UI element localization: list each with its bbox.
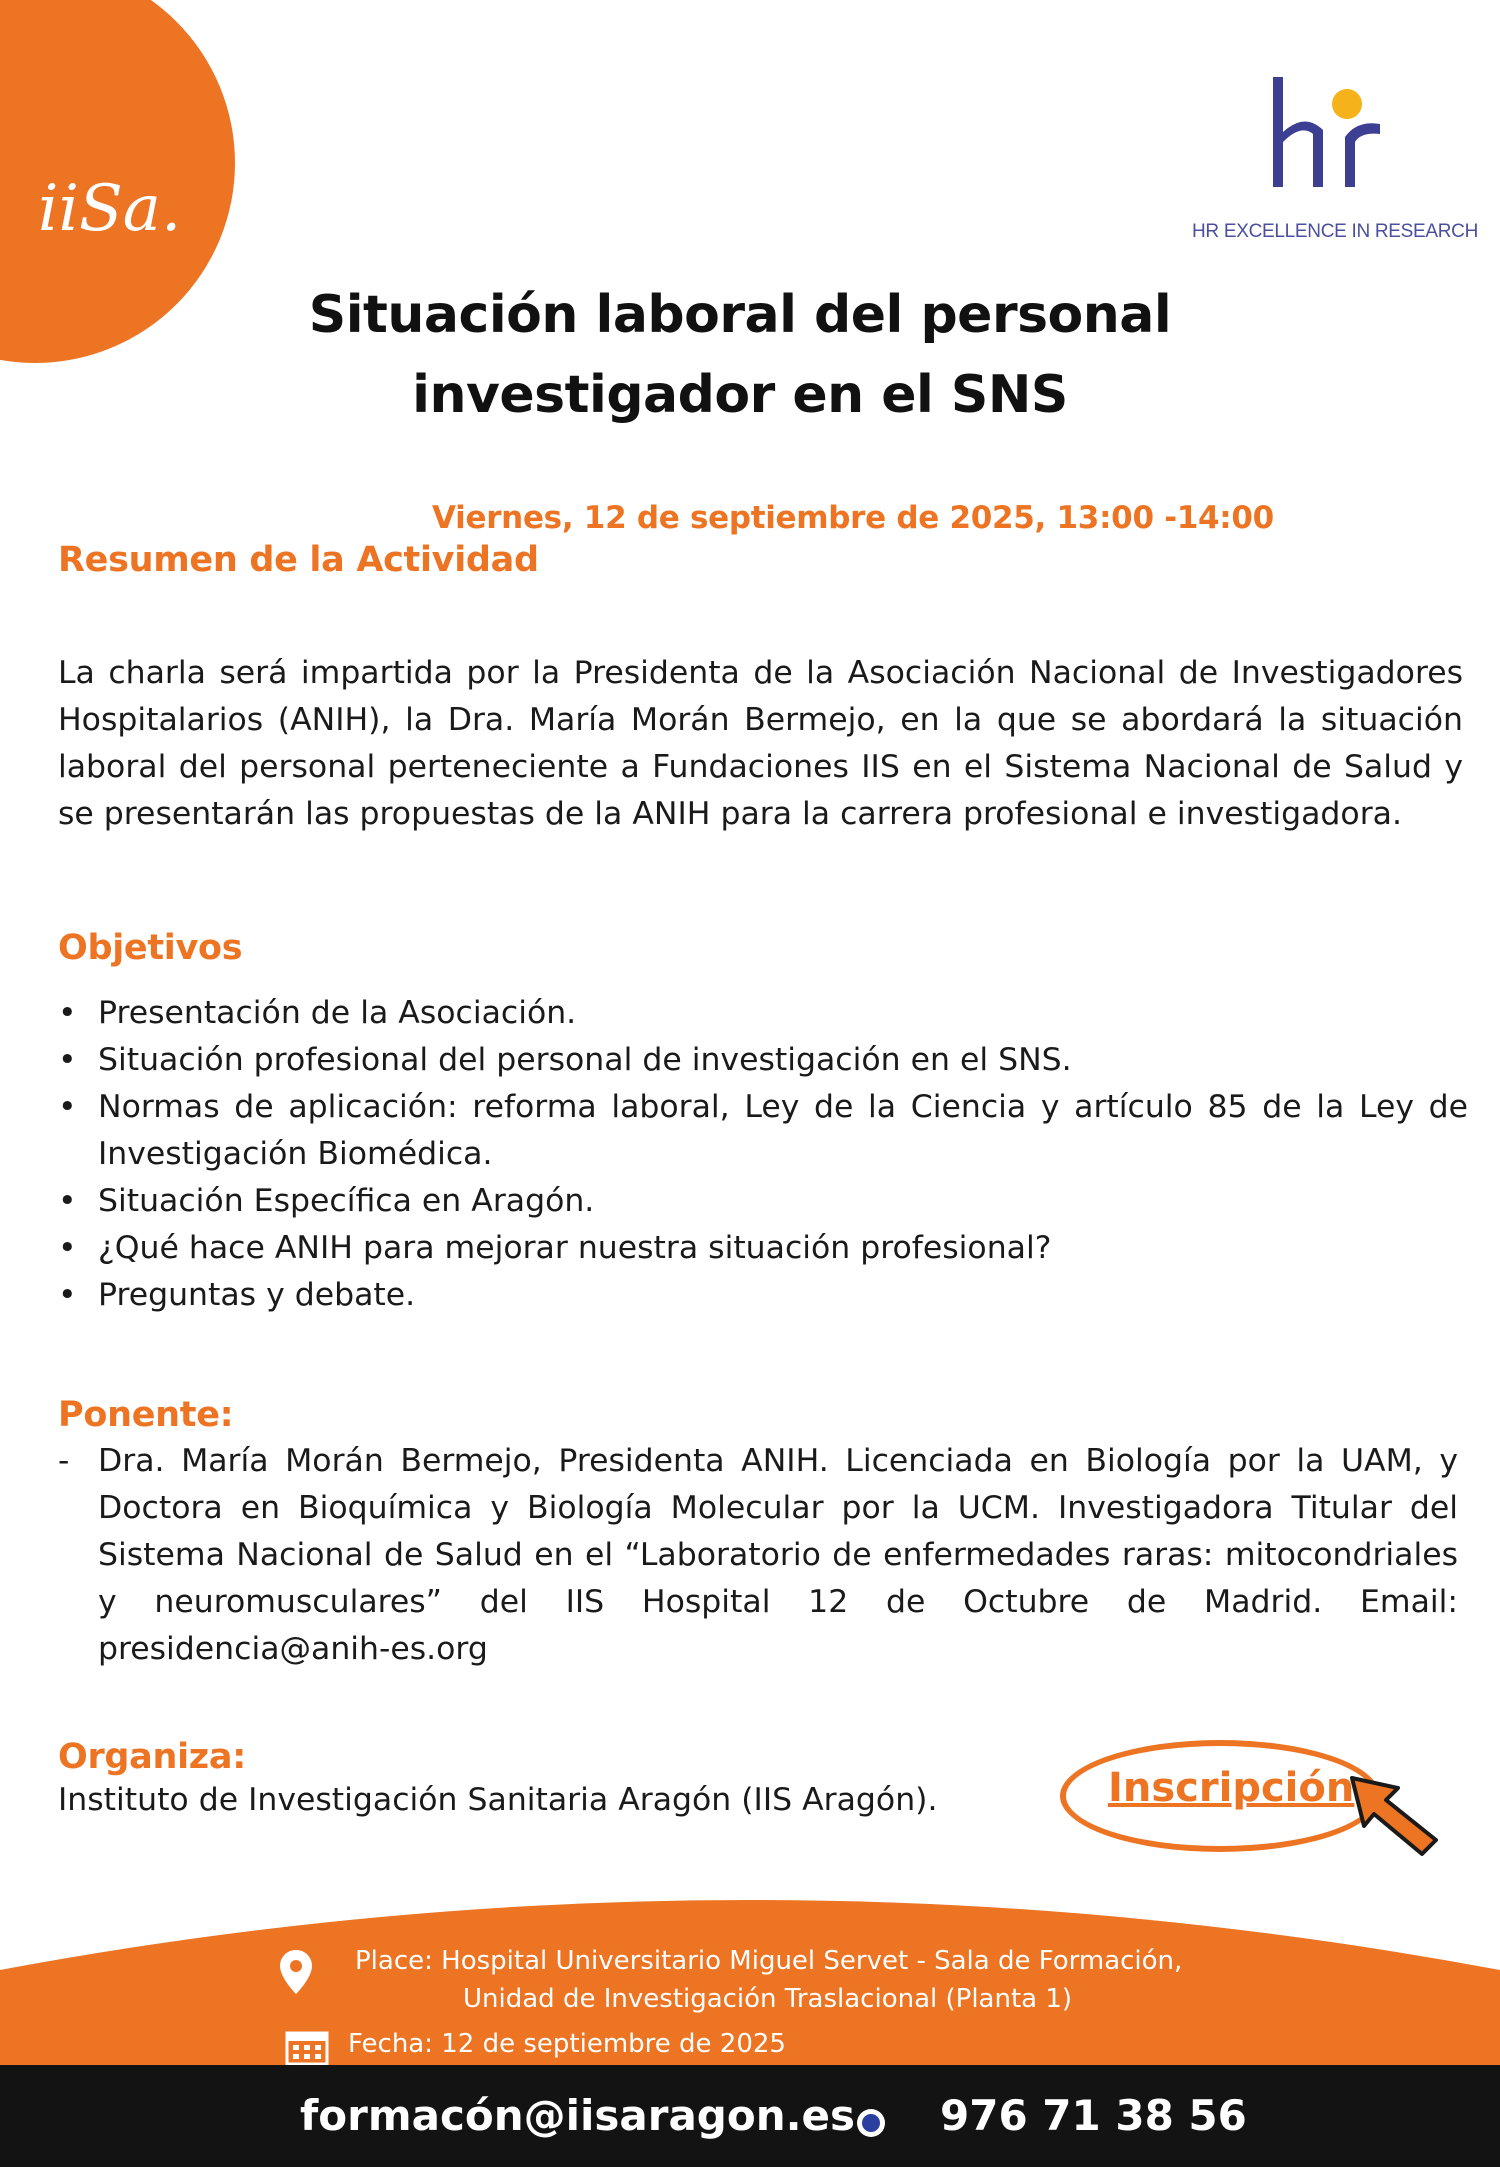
hr-caption: HR EXCELLENCE IN RESEARCH — [1192, 221, 1479, 242]
event-date-time: Viernes, 12 de septiembre de 2025, 13:00 -14:00 — [432, 500, 1274, 536]
bullet-icon: • — [58, 995, 77, 1031]
list-item: • Preguntas y debate. — [58, 1272, 1468, 1319]
bullet-icon: • — [58, 1230, 77, 1266]
organiza-text: Instituto de Investigación Sanitaria Aragón (IIS Aragón). — [58, 1782, 938, 1818]
resumen-text: La charla será impartida por la Presidenta de la Asociación Nacional de Investigadores Hospitalarios (ANIH), la Dra. María Morán Bermejo, en la que se abordará la situación laboral del personal perteneciente a Fundaciones IIS en el Sistema Nacional de Salud y se presentarán las propuestas de la ANIH para la carrera profesional e investigadora. — [58, 655, 1463, 832]
iisa-logo-text: iiSa. — [38, 172, 182, 246]
place-line-1: Place: Hospital Universitario Miguel Servet - Sala de Formación, — [355, 1946, 1183, 1976]
bullet-icon: • — [58, 1042, 77, 1078]
dash-icon: - — [58, 1443, 70, 1479]
bullet-icon: • — [58, 1277, 77, 1313]
ponente-block — [58, 1438, 1458, 1673]
fecha-line: Fecha: 12 de septiembre de 2025 — [348, 2029, 786, 2059]
list-item: • Situación profesional del personal de investigación en el SNS. — [58, 1037, 1468, 1084]
calendar-icon — [285, 2028, 329, 2066]
list-item: • ¿Qué hace ANIH para mejorar nuestra situación profesional? — [58, 1225, 1468, 1272]
organiza-heading: Organiza: — [58, 1737, 246, 1777]
contact-phone[interactable]: 976 71 38 56 — [940, 2091, 1247, 2140]
inscripcion-link[interactable]: Inscripción — [1108, 1765, 1355, 1811]
separator-dot-icon — [854, 2106, 888, 2140]
resumen-heading: Resumen de la Actividad — [58, 540, 539, 580]
page-title-line-1: Situación laboral del personal — [308, 285, 1172, 345]
bullet-icon: • — [58, 1089, 77, 1125]
ponente-text: Dra. María Morán Bermejo, Presidenta ANIH. Licenciada en Biología por la UAM, y Doctora en Bioquímica y Biología Molecular por la UCM. Investigadora Titular del Sistema Nacional de Salud en el “Laboratorio de enfermedades raras: mitocondriales y neuromusculares” del IIS Hospital 12 de Octubre de Madrid. Email: presidencia@anih-es.org — [98, 1443, 1458, 1667]
list-item: • Situación Específica en Aragón. — [58, 1178, 1468, 1225]
list-item: • Normas de aplicación: reforma laboral, Ley de la Ciencia y artículo 85 de la Ley de Investigación Biomédica. — [58, 1084, 1468, 1178]
pointer-arrow-icon — [1346, 1770, 1446, 1860]
bullet-icon: • — [58, 1183, 77, 1219]
iisa-logo-mark — [30, 160, 210, 270]
location-pin-icon — [278, 1948, 314, 1996]
ponente-heading: Ponente: — [58, 1395, 234, 1435]
page-title-line-2: investigador en el SNS — [412, 365, 1068, 425]
contact-email[interactable]: formacón@iisaragon.es — [300, 2091, 856, 2140]
place-line-2: Unidad de Investigación Traslacional (Planta 1) — [463, 1984, 1073, 2014]
objetivos-list — [58, 990, 1468, 1319]
list-item: • Presentación de la Asociación. — [58, 990, 1468, 1037]
objetivos-heading: Objetivos — [58, 928, 243, 968]
